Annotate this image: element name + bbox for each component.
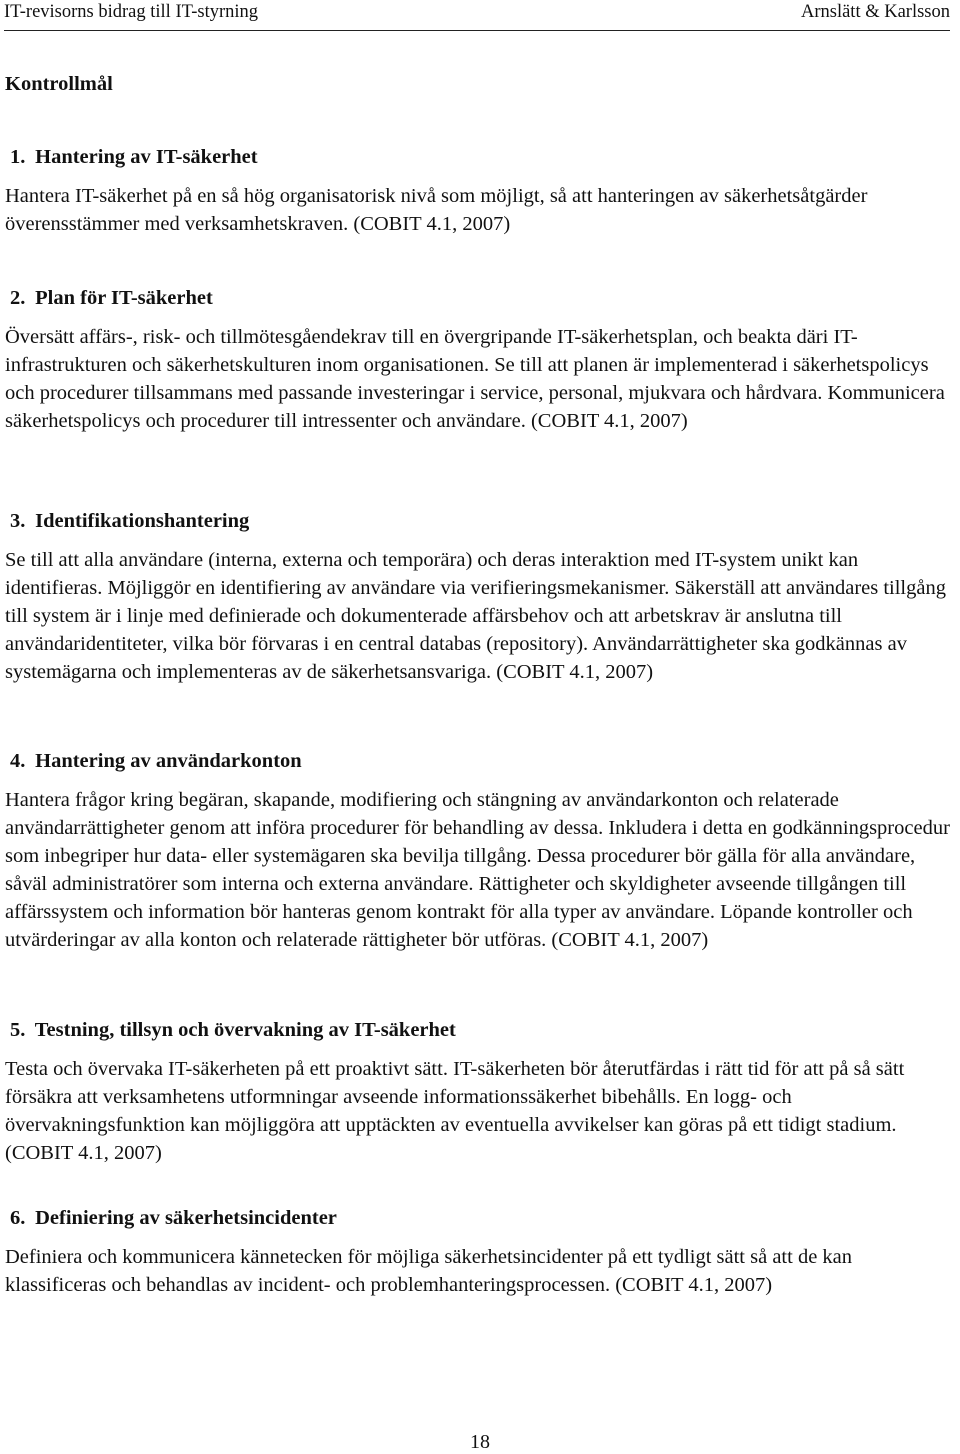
section-heading [5, 285, 950, 311]
section-heading [5, 508, 950, 534]
section-number: 5. [10, 1019, 26, 1041]
section-number: 2. [10, 287, 26, 309]
section-6 [5, 1205, 950, 1299]
section-2 [5, 285, 950, 435]
section-body: Testa och övervaka IT-säkerheten på ett proaktivt sätt. IT-säkerheten bör återutfärdas i rätt tid för att på så sätt försäkra att verksamhetens utformningar avseende informationssäkerhet bibehålls. En logg- och övervakningsfunktion kan möjliggöra att upptäckten av eventuella avvikelser kan göras på ett tidigt stadium. (COBIT 4.1, 2007) [5, 1058, 905, 1164]
section-heading [5, 748, 950, 774]
section-title: Testning, tillsyn och övervakning av IT-säkerhet [34, 1019, 456, 1041]
section-4 [5, 748, 950, 954]
section-number: 3. [10, 510, 26, 532]
header-authors: Arnslätt & Karlsson [800, 2, 950, 22]
section-3 [5, 508, 950, 686]
section-title: Hantering av IT-säkerhet [35, 146, 258, 168]
running-header [4, 0, 950, 31]
section-number: 4. [10, 750, 26, 772]
section-title: Plan för IT-säkerhet [35, 287, 213, 309]
section-heading [5, 1017, 950, 1043]
section-number: 6. [10, 1207, 26, 1229]
section-title: Definiering av säkerhetsincidenter [35, 1207, 337, 1229]
section-heading [5, 144, 950, 170]
section-5 [5, 1017, 950, 1167]
section-body: Hantera IT-säkerhet på en så hög organisatorisk nivå som möjligt, så att hanteringen av säkerhetsåtgärder överensstämmer med verksamhetskraven. (COBIT 4.1, 2007) [5, 185, 868, 235]
section-1 [5, 144, 950, 238]
section-body: Definiera och kommunicera kännetecken för möjliga säkerhetsincidenter på ett tydligt sätt så att de kan klassificeras och behandlas av incident- och problemhanteringsprocessen. (COBIT 4.1, 2007) [5, 1246, 853, 1296]
page-number: 18 [470, 1431, 490, 1453]
section-number: 1. [10, 146, 26, 168]
header-document-title: IT-revisorns bidrag till IT-styrning [4, 2, 259, 22]
section-heading [5, 1205, 950, 1231]
section-body: Översätt affärs-, risk- och tillmötesgåendekrav till en övergripande IT-säkerhetsplan, och beakta däri IT-infrastrukturen och säkerhetskulturen inom organisationen. Se till att planen är implementerad i säkerhetspolicys och procedurer tillsammans med passande investeringar i service, personal, mjukvara och hårdvara. Kommunicera säkerhetspolicys och procedurer till intressenter och användare. (COBIT 4.1, 2007) [5, 326, 945, 432]
block-title: Kontrollmål [5, 73, 113, 95]
section-title: Identifikationshantering [35, 510, 250, 532]
section-title: Hantering av användarkonton [35, 750, 302, 772]
section-body: Se till att alla användare (interna, externa och temporära) och deras interaktion med IT-system unikt kan identifieras. Möjliggör en identifiering av användare via verifieringsmekanismer. Säkerställ att användares tillgång till system är i linje med definierade och dokumenterade affärsbehov och att arbetskrav är anslutna till användaridentiteter, vilka bör förvaras i en central databas (repository). Användarrättigheter ska godkännas av systemägarna och implementeras av de säkerhetsansvariga. (COBIT 4.1, 2007) [5, 549, 946, 683]
section-body: Hantera frågor kring begäran, skapande, modifiering och stängning av användarkonton och relaterade användarrättigheter genom att införa procedurer för behandling av dessa. Inkludera i detta en godkänningsprocedur som inbegriper hur data- eller systemägaren ska bevilja tillgång. Dessa procedurer bör gälla för alla användare, såväl administratörer som interna och externa användare. Rättigheter och skyldigheter avseende tillgången till affärssystem och information bör hanteras genom kontrakt för alla typer av användare. Löpande kontroller och utvärderingar av alla konton och relaterade rättigheter bör utföras. (COBIT 4.1, 2007) [5, 789, 950, 951]
